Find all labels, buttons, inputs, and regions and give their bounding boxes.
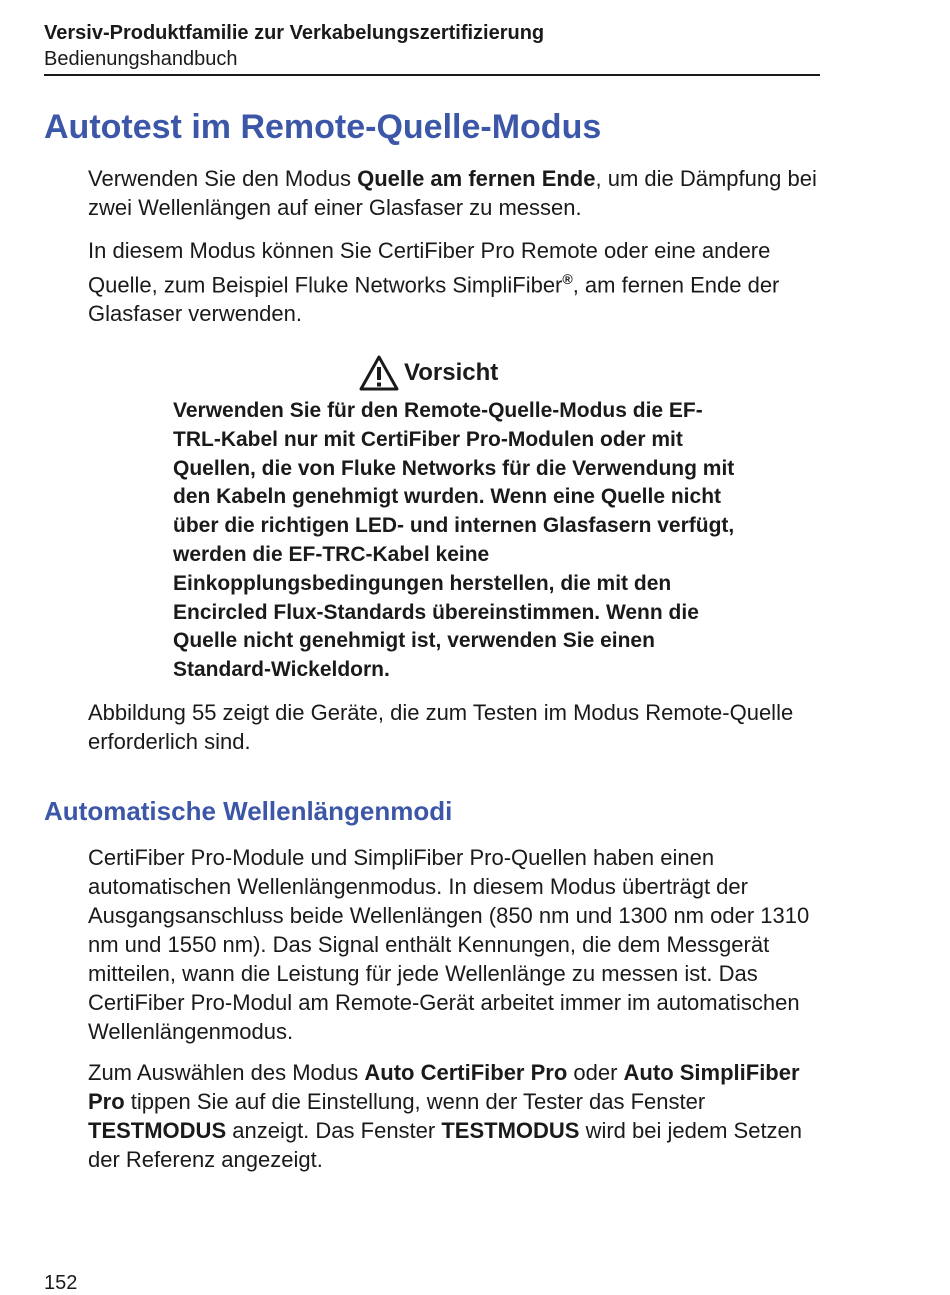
source-paragraph <box>88 236 828 328</box>
caution-title: Vorsicht <box>404 359 499 386</box>
mode-option-bold: Auto CertiFiber Pro <box>364 1060 568 1085</box>
text-run: tippen Sie auf die Einstellung, wenn der Tester das Fenster <box>124 1089 706 1114</box>
intro-paragraph <box>88 164 828 222</box>
screen-name-bold: TESTMODUS <box>441 1118 580 1143</box>
header-title: Versiv-Produktfamilie zur Verkabelungszertifizierung <box>44 22 545 44</box>
section-heading: Autotest im Remote-Quelle-Modus <box>44 108 602 146</box>
subsection-heading: Automatische Wellenlängenmodi <box>44 796 453 826</box>
header-subtitle: Bedienungshandbuch <box>44 48 238 70</box>
page-header <box>44 20 820 72</box>
text-run: oder <box>567 1060 624 1085</box>
header-divider <box>44 74 820 76</box>
text-run: Verwenden Sie den Modus <box>88 166 358 191</box>
warning-triangle-icon <box>358 354 400 392</box>
caution-text: Verwenden Sie für den Remote-Quelle-Modus die EF-TRL-Kabel nur mit CertiFiber Pro-Modulen oder mit Quellen, die von Fluke Networks für die Verwendung mit den Kabeln genehmigt wurden. Wenn eine Quelle nicht über die richtigen LED- und internen Glasfasern verfügt, werden die EF-TRC-Kabel keine Einkopplungsbedingungen herstellen, die mit den Encircled Flux-Standards übereinstimmen. Wenn die Quelle nicht genehmigt ist, verwenden Sie einen Standard-Wickeldorn. <box>173 399 735 682</box>
text-run: Zum Auswählen des Modus <box>88 1060 365 1085</box>
mode-selection-paragraph <box>88 1058 828 1174</box>
figure-reference-paragraph: Abbildung 55 zeigt die Geräte, die zum Testen im Modus Remote-Quelle erforderlich sind. <box>88 700 794 754</box>
caution-header <box>358 353 498 393</box>
registered-mark: ® <box>562 271 573 287</box>
wavelength-mode-paragraph: CertiFiber Pro-Module und SimpliFiber Pro-Quellen haben einen automatischen Wellenlängenmodus. In diesem Modus überträgt der Ausgangsanschluss beide Wellenlängen (850 nm und 1300 nm oder 1310 nm und 1550 nm). Das Signal enthält Kennungen, die dem Messgerät mitteilen, wann die Leistung für jede Wellenlänge zu messen ist. Das CertiFiber Pro-Modul am Remote-Gerät arbeitet immer im automatischen Wellenlängenmodus. <box>88 845 810 1044</box>
text-run: , um die Dämpfung bei zwei Wellenlängen auf einer Glasfaser zu messen. <box>88 166 817 220</box>
text-run: wird bei jedem Setzen der Referenz angezeigt. <box>88 1118 803 1172</box>
mode-name-bold: Quelle am fernen Ende <box>357 166 596 191</box>
text-run: anzeigt. Das Fenster <box>226 1118 442 1143</box>
page-number: 152 <box>44 1272 78 1294</box>
screen-name-bold: TESTMODUS <box>88 1118 227 1143</box>
text-run: In diesem Modus können Sie CertiFiber Pro Remote oder eine andere Quelle, zum Beispiel Fluke Networks SimpliFiber <box>88 238 771 298</box>
text-run: , am fernen Ende der Glasfaser verwenden. <box>88 272 780 327</box>
mode-option-bold: Auto SimpliFiber Pro <box>88 1060 800 1114</box>
